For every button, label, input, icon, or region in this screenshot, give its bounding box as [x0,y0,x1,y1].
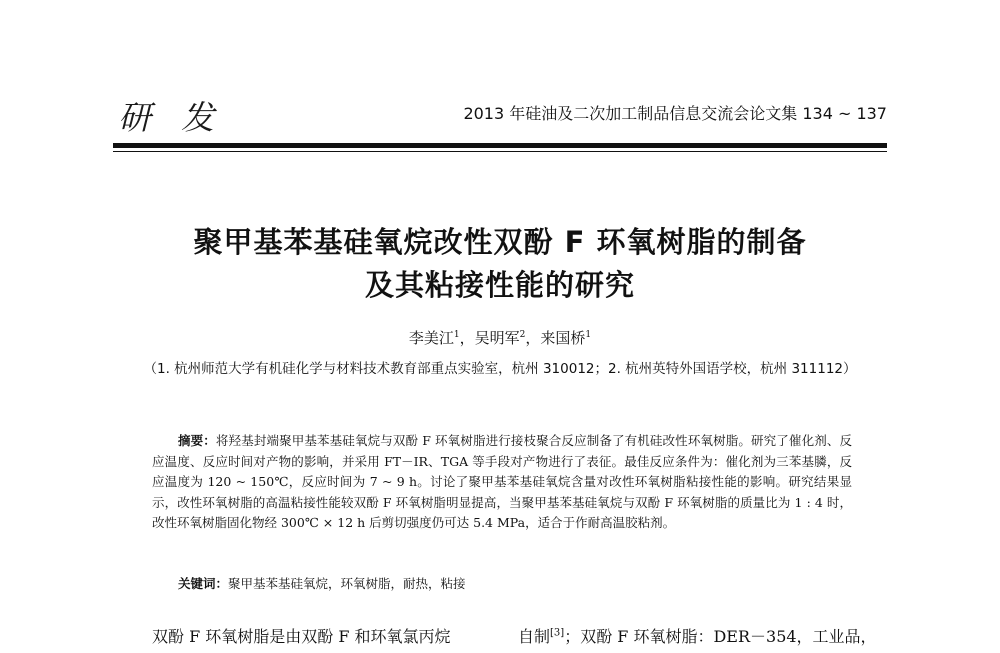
author-affil-mark: 1 [585,330,592,340]
abstract [152,431,852,534]
author-name: 吴明军 [474,329,520,347]
citation-ref: [3] [550,627,565,639]
author-affil-mark: 2 [519,330,526,340]
abstract-label: 摘要： [178,433,216,448]
paper-title-line-2: 及其粘接性能的研究 [364,268,635,302]
author-separator: ， [459,329,475,347]
affiliations: （1. 杭州师范大学有机硅化学与材料技术教育部重点实验室，杭州 310012；2. 杭州英特外国语学校，杭州 311112） [143,361,857,377]
body-text-left: 双酚 F 环氧树脂是由双酚 F 和环氧氯丙烷 [152,627,451,646]
author-name: 李美江 [408,329,454,347]
journal-citation: 2013 年硅油及二次加工制品信息交流会论文集 134 ~ 137 [463,104,887,123]
author-separator: ， [525,329,541,347]
author-list [0,327,1000,348]
paper-title-line-1: 聚甲基苯基硅氧烷改性双酚 F 环氧树脂的制备 [193,225,807,259]
keywords [178,574,466,592]
keywords-label: 关键词： [178,576,229,591]
author-affil-mark: 1 [453,330,460,340]
abstract-text: 将羟基封端聚甲基苯基硅氧烷与双酚 F 环氧树脂进行接枝聚合反应制备了有机硅改性环氧树脂。研究了催化剂、反应温度、反应时间对产物的影响，并采用 FT－IR、TGA 等手段对产物进行了表征。最佳反应条件为：催化剂为三苯基膦，反应温度为 120 ~ 150℃，反应时间为 7 ~ 9 h。讨论了聚甲基苯基硅氧烷含量对改性环氧树脂粘接性能的影响。研究结果显示，改性环氧树脂的高温粘接性能较双酚 F 环氧树脂明显提高，当聚甲基苯基硅氧烷与双酚 F 环氧树脂的质量比为 1 : 4 时，改性环氧树脂固化物经 300℃ × 12 h 后剪切强度仍可达 5.4 MPa，适合于作耐高温胶粘剂。 [152,433,852,530]
body-text-fragment: 自制 [518,627,551,646]
section-label: 研发 [118,98,244,137]
header-rule-thin [113,151,887,152]
header-rule-thick [113,143,887,148]
body-text-right [518,624,877,647]
author-name: 来国桥 [540,329,586,347]
keywords-text: 聚甲基苯基硅氧烷，环氧树脂，耐热，粘接 [228,576,466,591]
body-text-fragment: ；双酚 F 环氧树脂：DER－354，工业品， [564,627,877,646]
